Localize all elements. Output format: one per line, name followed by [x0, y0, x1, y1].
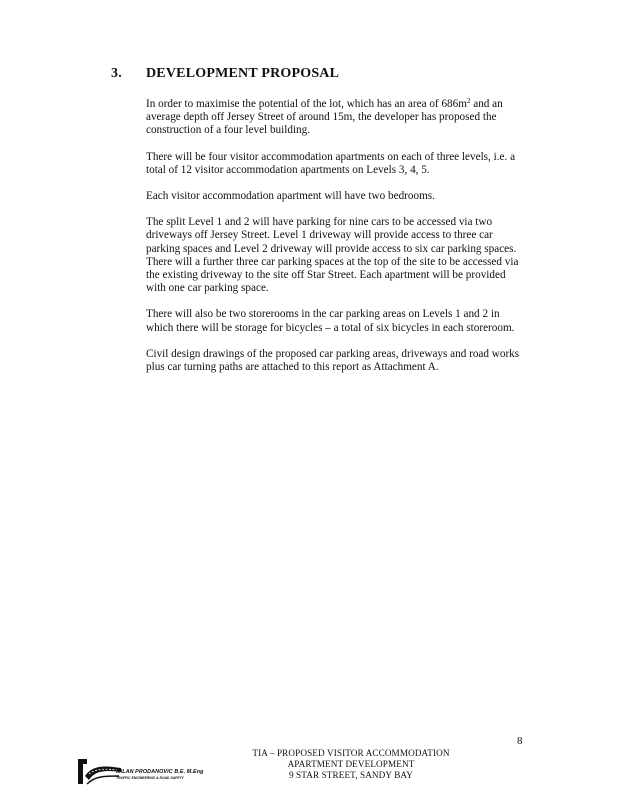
- body-text: [146, 98, 520, 387]
- logo-tagline: TRAFFIC ENGINEERING & ROAD SAFETY: [116, 776, 184, 780]
- company-logo: [75, 754, 250, 788]
- page-number: 8: [517, 735, 523, 747]
- paragraph-lot-area-end: and an average depth off Jersey Street of around 15m, the developer has proposed the construction of a four level building.: [146, 98, 503, 137]
- section-title: DEVELOPMENT PROPOSAL: [146, 66, 340, 81]
- paragraph-storerooms: There will also be two storerooms in the car parking areas on Levels 1 and 2 in which there will be storage for bicycles – a total of six bicycles in each storeroom.: [146, 308, 515, 334]
- paragraph-bedrooms: Each visitor accommodation apartment will have two bedrooms.: [146, 190, 435, 203]
- section-number: 3.: [111, 66, 122, 81]
- logo-name: MILAN PRODANOVIC B.E. M.Eng: [116, 769, 204, 775]
- paragraph-apartments: There will be four visitor accommodation apartments on each of three levels, i.e. a total of 12 visitor accommodation apartments on Levels 3, 4, 5.: [146, 150, 516, 176]
- paragraph-lot-area: [146, 98, 520, 138]
- logo-suffix: B.E. M.Eng: [174, 769, 204, 775]
- footer-line-3: 9 STAR STREET, SANDY BAY: [288, 770, 414, 780]
- footer: [235, 748, 467, 781]
- paragraph-attachment: Civil design drawings of the proposed car parking areas, driveways and road works plus car turning paths are attached to this report as Attachment A.: [146, 347, 520, 374]
- superscript-two: 2: [466, 97, 471, 105]
- section-heading: [111, 66, 339, 82]
- paragraph-lot-area-start: In order to maximise the potential of the lot, which has an area of 686m: [146, 98, 467, 110]
- paragraph-parking: The split Level 1 and 2 will have parking for nine cars to be accessed via two driveways off Jersey Street. Level 1 driveway will provide access to three car parking spaces and Level 2 driveway will provide access to six car parking spaces. There will a further three car parking spaces at the top of the site to be accessed via the existing driveway to the site off Star Street. Each apartment will be provided with one car parking space.: [146, 216, 519, 295]
- footer-line-2: APARTMENT DEVELOPMENT: [287, 759, 415, 769]
- footer-line-1: TIA – PROPOSED VISITOR ACCOMMODATION: [252, 748, 450, 758]
